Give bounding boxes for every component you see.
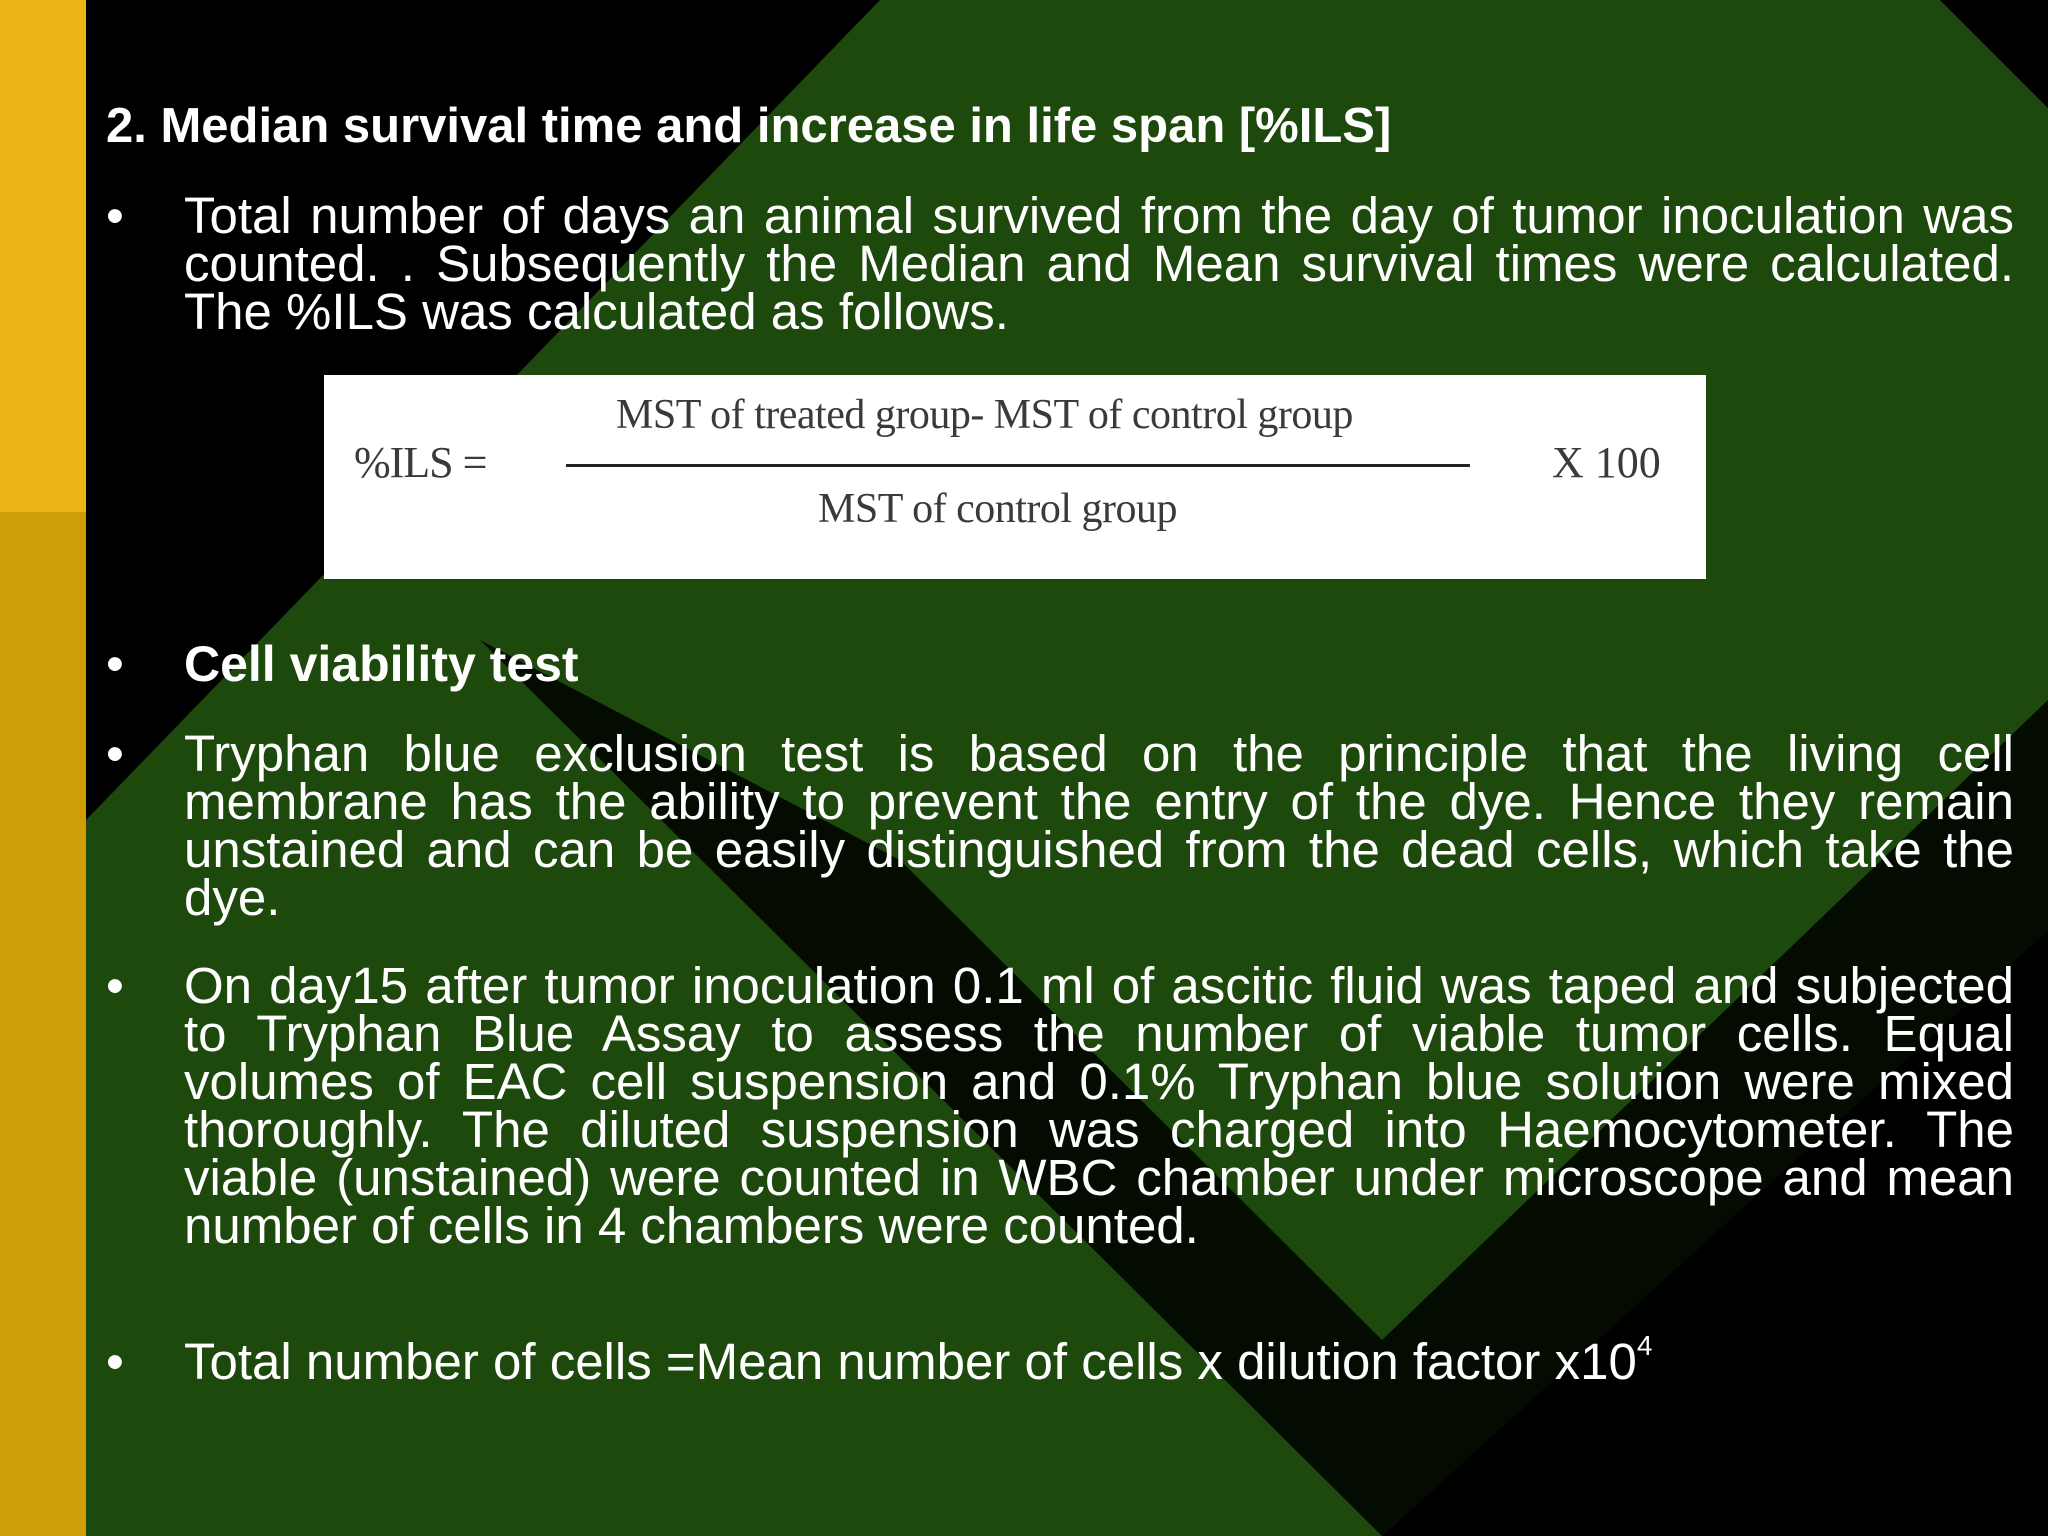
bullet-marker: •	[106, 635, 124, 692]
bullet-text: Cell viability test	[184, 636, 579, 692]
bullet-marker: •	[106, 187, 124, 244]
formula-denominator: MST of control group	[818, 486, 1178, 532]
ils-formula	[324, 375, 1706, 579]
bullet-marker: •	[106, 725, 124, 782]
slide-heading: 2. Median survival time and increase in life span [%ILS]	[106, 99, 1392, 153]
formula-lhs: %ILS =	[354, 438, 487, 487]
formula-numerator: MST of treated group- MST of control group	[616, 392, 1353, 438]
bullet-text: Total number of days an animal survived from the day of tumor inoculation was counted. . Subsequently the Median and Mean survival times were calculated. The %ILS was calculated as follows.	[184, 187, 2014, 340]
total-cells-formula: Total number of cells =Mean number of cells x dilution factor x10	[184, 1333, 1637, 1390]
exponent: 4	[1636, 1330, 1653, 1361]
bullet-text: On day15 after tumor inoculation 0.1 ml of ascitic fluid was taped and subjected to Tryphan Blue Assay to assess the number of viable tumor cells. Equal volumes of EAC cell suspension and 0.1% Tryphan blue solution were mixed thoroughly. The diluted suspension was charged into Haemocytometer. The viable (unstained) were counted in WBC chamber under microscope and mean number of cells in 4 chambers were counted.	[184, 957, 2014, 1254]
bullet-marker: •	[106, 957, 124, 1014]
bullet-marker: •	[106, 1333, 124, 1390]
bullet-text: Tryphan blue exclusion test is based on the principle that the living cell membrane has the ability to prevent the entry of the dye. Hence they remain unstained and can be easily distinguished from the dead cells, which take the dye.	[184, 725, 2014, 926]
sidebar-accent-bottom	[0, 512, 86, 1536]
bullet-text	[184, 1330, 2014, 1390]
formula-multiplier: X 100	[1552, 438, 1661, 487]
fraction-bar	[566, 464, 1470, 467]
sidebar-accent-top	[0, 0, 86, 512]
